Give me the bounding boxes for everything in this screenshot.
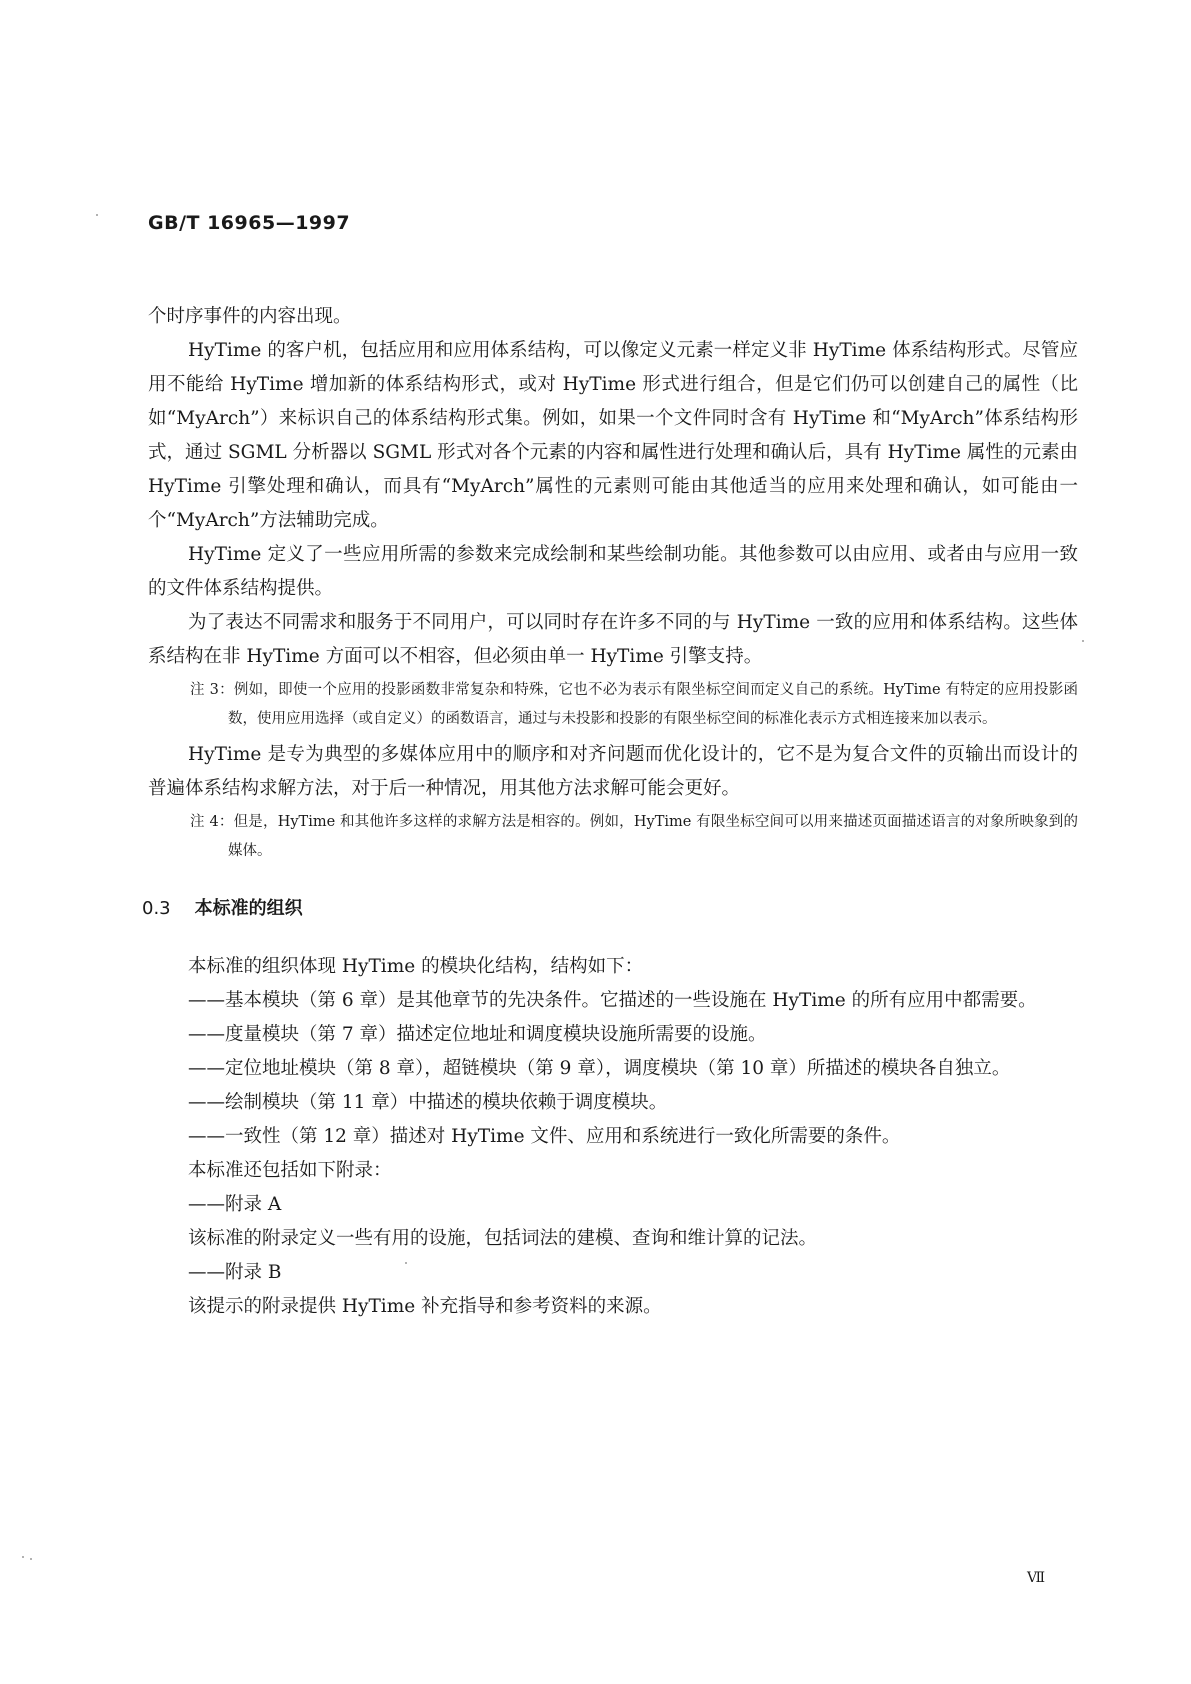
paragraph-continuation: 个时序事件的内容出现。 <box>148 306 352 327</box>
annex-a-text: 该标准的附录定义一些有用的设施，包括词法的建模、查询和维计算的记法。 <box>188 1228 818 1249</box>
scan-speck <box>96 214 98 216</box>
annex-b-label: ——附录 B <box>188 1262 282 1283</box>
note-4: 注 4：但是，HyTime 和其他许多这样的求解方法是相容的。例如，HyTime 有限坐标空间可以用来描述页面描述语言的对象所映象到的媒体。 <box>190 814 1078 859</box>
list-item: ——基本模块（第 6 章）是其他章节的先决条件。它描述的一些设施在 HyTime 的所有应用中都需要。 <box>188 990 1037 1011</box>
annex-b-text: 该提示的附录提供 HyTime 补充指导和参考资料的来源。 <box>188 1296 662 1317</box>
section-title: 本标准的组织 <box>194 898 303 919</box>
scan-speck <box>1082 640 1084 642</box>
section-heading <box>142 892 1078 926</box>
list-item: ——度量模块（第 7 章）描述定位地址和调度模块设施所需要的设施。 <box>188 1024 767 1045</box>
paragraph-multiple-applications: 为了表达不同需求和服务于不同用户，可以同时存在许多不同的与 HyTime 一致的应用和体系结构。这些体系结构在非 HyTime 方面可以不相容，但必须由单一 HyTime 引擎支持。 <box>148 612 1078 667</box>
list-item: ——绘制模块（第 11 章）中描述的模块依赖于调度模块。 <box>188 1092 668 1113</box>
annex-a-label: ——附录 A <box>188 1194 282 1215</box>
list-item: ——定位地址模块（第 8 章），超链模块（第 9 章），调度模块（第 10 章）所描述的模块各自独立。 <box>188 1058 1011 1079</box>
note-3: 注 3：例如，即使一个应用的投影函数非常复杂和特殊，它也不必为表示有限坐标空间而定义自己的系统。HyTime 有特定的应用投影函数，使用应用选择（或自定义）的函数语言，通过与未投影和投影的有限坐标空间的标准化表示方式相连接来加以表示。 <box>190 682 1078 727</box>
section-intro: 本标准的组织体现 HyTime 的模块化结构，结构如下： <box>188 956 644 977</box>
section-number: 0.3 <box>142 898 171 919</box>
scan-speck <box>30 1558 32 1560</box>
annex-intro: 本标准还包括如下附录： <box>188 1160 392 1181</box>
paragraph-rendering-parameters: HyTime 定义了一些应用所需的参数来完成绘制和某些绘制功能。其他参数可以由应用、或者由与应用一致的文件体系结构提供。 <box>148 544 1078 599</box>
scan-speck <box>405 1262 407 1264</box>
paragraph-multimedia-optimization: HyTime 是专为典型的多媒体应用中的顺序和对齐问题而优化设计的，它不是为复合文件的页输出而设计的普遍体系结构求解方法，对于后一种情况，用其他方法求解可能会更好。 <box>148 744 1078 799</box>
body-text <box>142 300 1078 1324</box>
scan-speck <box>22 1556 24 1558</box>
list-item: ——一致性（第 12 章）描述对 HyTime 文件、应用和系统进行一致化所需要的条件。 <box>188 1126 901 1147</box>
page-number: Ⅶ <box>1027 1570 1046 1586</box>
standard-number-header: GB/T 16965—1997 <box>148 212 351 234</box>
paragraph-hytime-clients: HyTime 的客户机，包括应用和应用体系结构，可以像定义元素一样定义非 HyTime 体系结构形式。尽管应用不能给 HyTime 增加新的体系结构形式，或对 HyTime 形式进行组合，但是它们仍可以创建自己的属性（比如“MyArch”）来标识自己的体系结构形式集。例如，如果一个文件同时含有 HyTime 和“MyArch”体系结构形式，通过 SGML 分析器以 SGML 形式对各个元素的内容和属性进行处理和确认后，具有 HyTime 属性的元素由 HyTime 引擎处理和确认，而具有“MyArch”属性的元素则可能由其他适当的应用来处理和确认，如可能由一个“MyArch”方法辅助完成。 <box>148 340 1078 531</box>
